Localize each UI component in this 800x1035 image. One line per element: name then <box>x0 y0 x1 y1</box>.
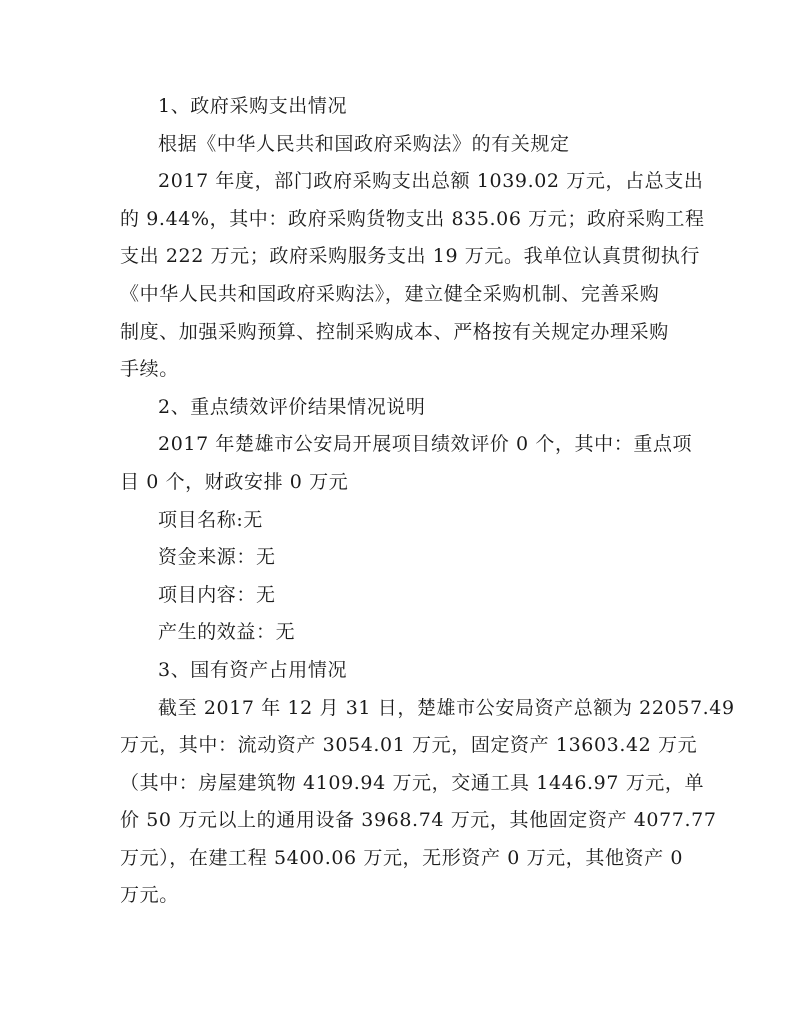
section3-para-line: 万元，其中：流动资产 3054.01 万元，固定资产 13603.42 万元 <box>120 734 698 757</box>
section2-heading: 2、重点绩效评价结果情况说明 <box>158 395 426 418</box>
section1-subheading: 根据《中华人民共和国政府采购法》的有关规定 <box>158 132 570 155</box>
section2-item: 项目名称:无 <box>158 508 264 531</box>
section1-para-line: 《中华人民共和国政府采购法》，建立健全采购机制、完善采购 <box>120 282 660 305</box>
section3-para-line: 万元。 <box>120 884 179 907</box>
section2-para-line: 2017 年楚雄市公安局开展项目绩效评价 0 个，其中：重点项 <box>158 433 693 456</box>
section3-para-line: 价 50 万元以上的通用设备 3968.74 万元，其他固定资产 4077.77 <box>120 809 717 832</box>
section1-heading: 1、政府采购支出情况 <box>158 95 348 117</box>
section2-para-line: 目 0 个，财政安排 0 万元 <box>120 470 349 493</box>
section2-item: 产生的效益：无 <box>158 621 296 644</box>
section3-para-line: 截至 2017 年 12 月 31 日，楚雄市公安局资产总额为 22057.49 <box>158 696 735 719</box>
section2-item: 项目内容：无 <box>158 583 276 606</box>
section1-para-line: 的 9.44%，其中：政府采购货物支出 835.06 万元；政府采购工程 <box>120 207 705 230</box>
section3-para-line: （其中：房屋建筑物 4109.94 万元，交通工具 1446.97 万元，单 <box>120 771 705 794</box>
document-body <box>120 88 735 915</box>
section3-para-line: 万元），在建工程 5400.06 万元，无形资产 0 万元，其他资产 0 <box>120 846 684 869</box>
section1-para-line: 支出 222 万元；政府采购服务支出 19 万元。我单位认真贯彻执行 <box>120 245 701 268</box>
section3-heading: 3、国有资产占用情况 <box>158 658 348 681</box>
section1-para-line: 制度、加强采购预算、控制采购成本、严格按有关规定办理采购 <box>120 320 669 343</box>
section1-para-line: 手续。 <box>120 358 179 381</box>
section1-para-line: 2017 年度，部门政府采购支出总额 1039.02 万元，占总支出 <box>158 170 704 193</box>
section2-item: 资金来源：无 <box>158 546 276 569</box>
